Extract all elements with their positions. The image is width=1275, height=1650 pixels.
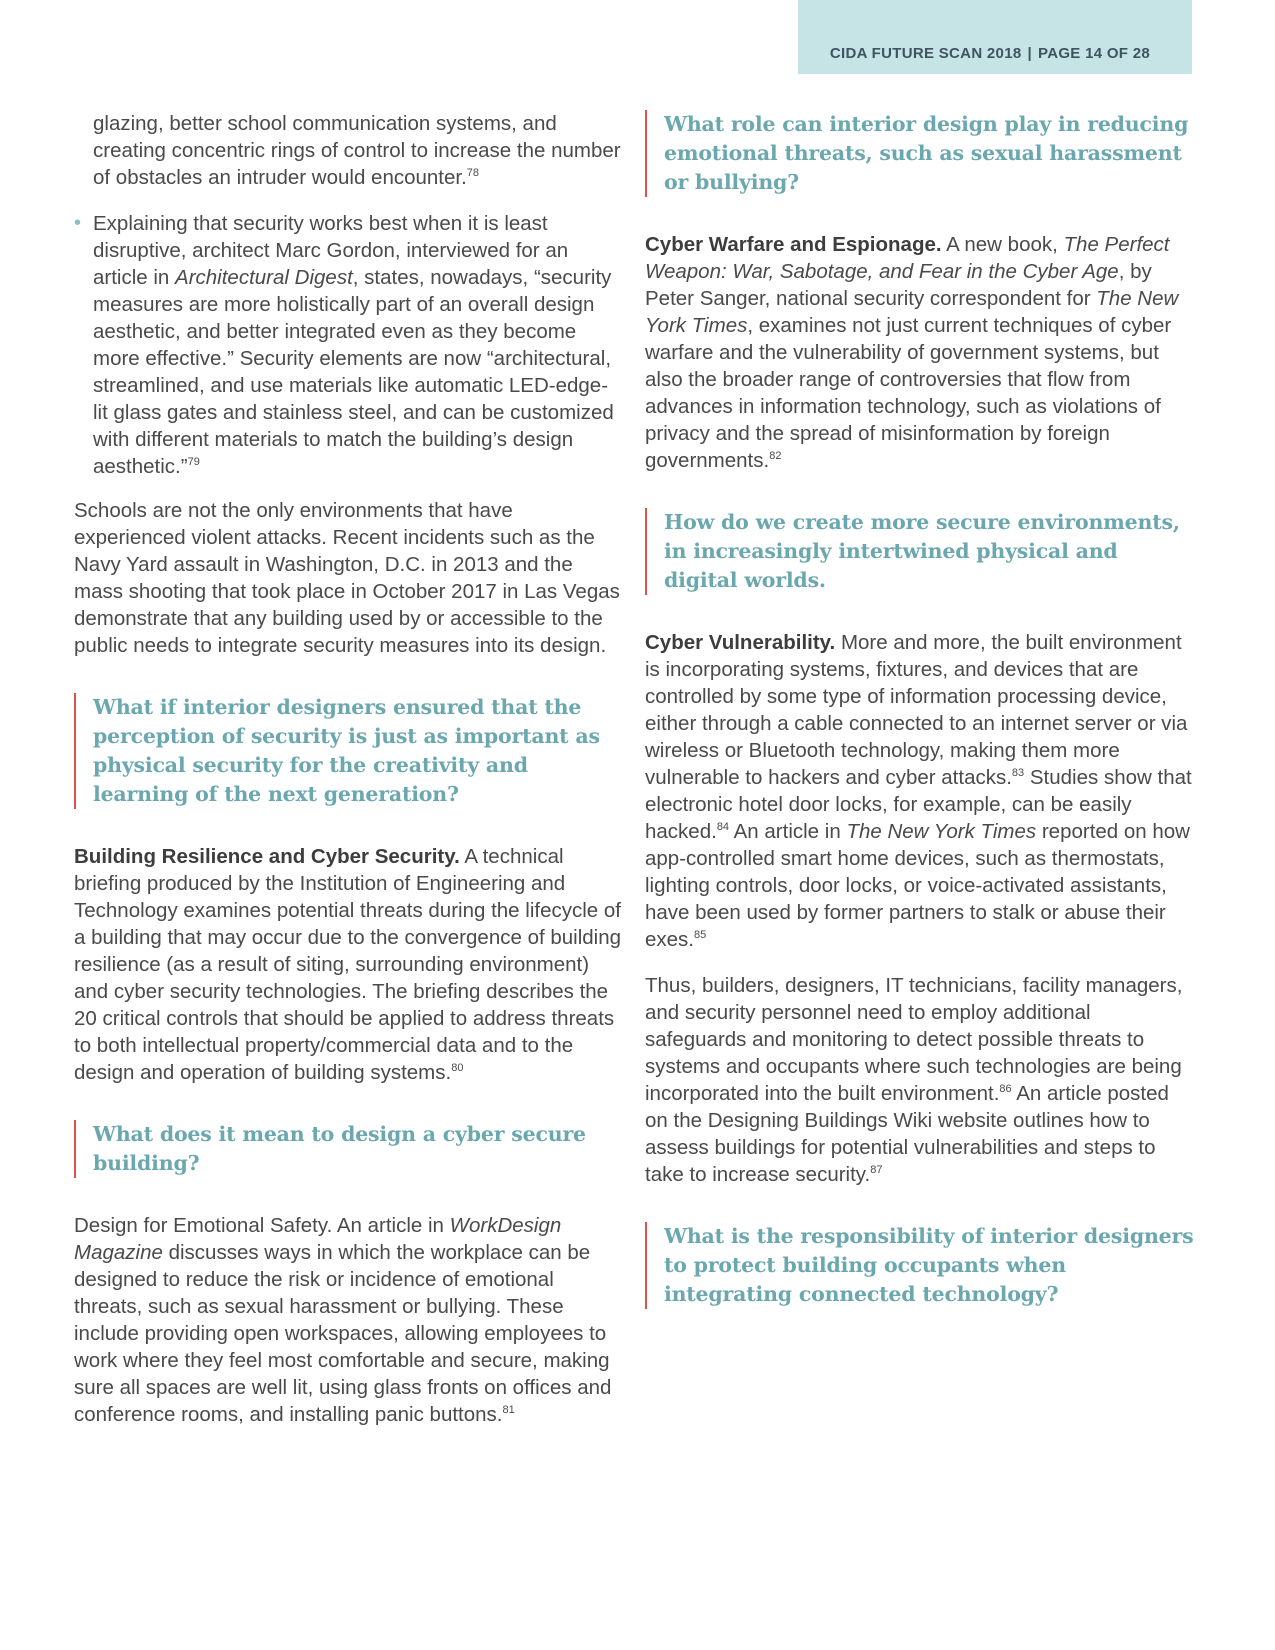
question-callout: What does it mean to design a cyber secure building?: [74, 1120, 622, 1178]
question-callout: What role can interior design play in reducing emotional threats, such as sexual harassment or bullying?: [645, 110, 1195, 197]
paragraph-schools: Schools are not the only environments that have experienced violent attacks. Recent incidents such as the Navy Yard assault in Washington, D.C. in 2013 and the mass shooting that took place in October 2017 in Las Vegas demonstrate that any building used by or accessible to the public needs to integrate security measures into its design.: [74, 499, 620, 657]
paragraph-cyber-warfare: Cyber Warfare and Espionage. A new book, The Perfect Weapon: War, Sabotage, and Fear in the Cyber Age, by Peter Sanger, national security correspondent for The New York Times, examines not just current techniques of cyber warfare and the vulnerability of government systems, but also the broader range of controversies that flow from advances in information technology, such as violations of privacy and the spread of misinformation by foreign governments.$^{82}$: [645, 233, 1179, 472]
footnote-ref[interactable]: 82: [769, 450, 782, 463]
question-callout: How do we create more secure environments, in increasingly intertwined physical and digital worlds.: [645, 508, 1195, 595]
footnote-ref[interactable]: 79: [187, 456, 200, 469]
question-callout: What is the responsibility of interior designers to protect building occupants when integrating connected technology?: [645, 1222, 1195, 1309]
footnote-ref[interactable]: 80: [451, 1062, 464, 1075]
bullet-icon: •: [74, 212, 82, 234]
header-separator: |: [1027, 45, 1032, 62]
footnote-ref[interactable]: 78: [466, 167, 480, 180]
list-item: glazing, better school communication systems, and creating concentric rings of control to increase the number of obstacles an intruder would encounter.$^{78}$: [93, 112, 621, 189]
footnote-ref[interactable]: 87: [870, 1164, 883, 1177]
header-tab: [798, 0, 1192, 74]
question-callout: What if interior designers ensured that the perception of security is just as important as physical security for the creativity and learning of the next generation?: [74, 693, 622, 809]
page-number: PAGE 14 OF 28: [1038, 45, 1150, 62]
section-lead: Cyber Vulnerability.: [645, 631, 836, 654]
footnote-ref[interactable]: 84: [716, 821, 730, 834]
list-item: • Explaining that security works best when it is least disruptive, architect Marc Gordon, interviewed for an article in Architectural Digest, states, nowadays, “security measures are more holistically part of an overall design aesthetic, and better integrated even as they become more effective.” Security elements are now “architectural, streamlined, and use materials like automatic LED-edge-lit glass gates and stainless steel, and can be customized with different materials to match the building’s design aesthetic.”$^{79}$: [74, 212, 614, 478]
left-column: [74, 110, 622, 1462]
footnote-ref[interactable]: 86: [999, 1083, 1012, 1096]
publication-title: CIDA FUTURE SCAN 2018: [829, 45, 1022, 62]
right-column: [645, 110, 1195, 1343]
paragraph-emotional-safety: Design for Emotional Safety. An article in WorkDesign Magazine discusses ways in which the workplace can be designed to reduce the risk or incidence of emotional threats, such as sexual harassment or bullying. These include providing open workspaces, allowing employees to work where they feel most comfortable and secure, making sure all spaces are well lit, using glass fronts on offices and conference rooms, and installing panic buttons.$^{81}$: [74, 1214, 612, 1426]
paragraph-resilience: Building Resilience and Cyber Security. A technical briefing produced by the Institution of Engineering and Technology examines potential threats during the lifecycle of a building that may occur due to the convergence of building resilience (as a result of siting, surrounding environment) and cyber security technologies. The briefing describes the 20 critical controls that should be applied to address threats to both intellectual property/commercial data and to the design and operation of building systems.$^{80}$: [74, 845, 622, 1084]
paragraph-cyber-vulnerability: Cyber Vulnerability. More and more, the built environment is incorporating systems, fixtures, and devices that are controlled by some type of information processing device, either through a cable connected to an internet server or via wireless or Bluetooth technology, making them more vulnerable to hackers and cyber attacks.$^{83}$ Studies show that electronic hotel door locks, for example, can be easily hacked.$^{84}$ An article in The New York Times reported on how app-controlled smart home devices, such as thermostats, lighting controls, door locks, or voice-activated assistants, have been used by former partners to stalk or abuse their exes.$^{85}$: [645, 631, 1192, 951]
bullet-list: [74, 110, 622, 480]
section-lead: Building Resilience and Cyber Security.: [74, 845, 460, 868]
footnote-ref[interactable]: 83: [1011, 767, 1025, 780]
section-lead: Cyber Warfare and Espionage.: [645, 233, 942, 256]
page-header: [830, 45, 1150, 62]
footnote-ref[interactable]: 85: [694, 929, 707, 942]
footnote-ref[interactable]: 81: [502, 1404, 515, 1417]
paragraph-safeguards: Thus, builders, designers, IT technicians, facility managers, and security personnel need to employ additional safeguards and monitoring to detect possible threats to systems and occupants where such technologies are being incorporated into the built environment.$^{86}$ An article posted on the Designing Buildings Wiki website outlines how to assess buildings for potential vulnerabilities and steps to take to increase security.$^{87}$: [645, 974, 1183, 1186]
